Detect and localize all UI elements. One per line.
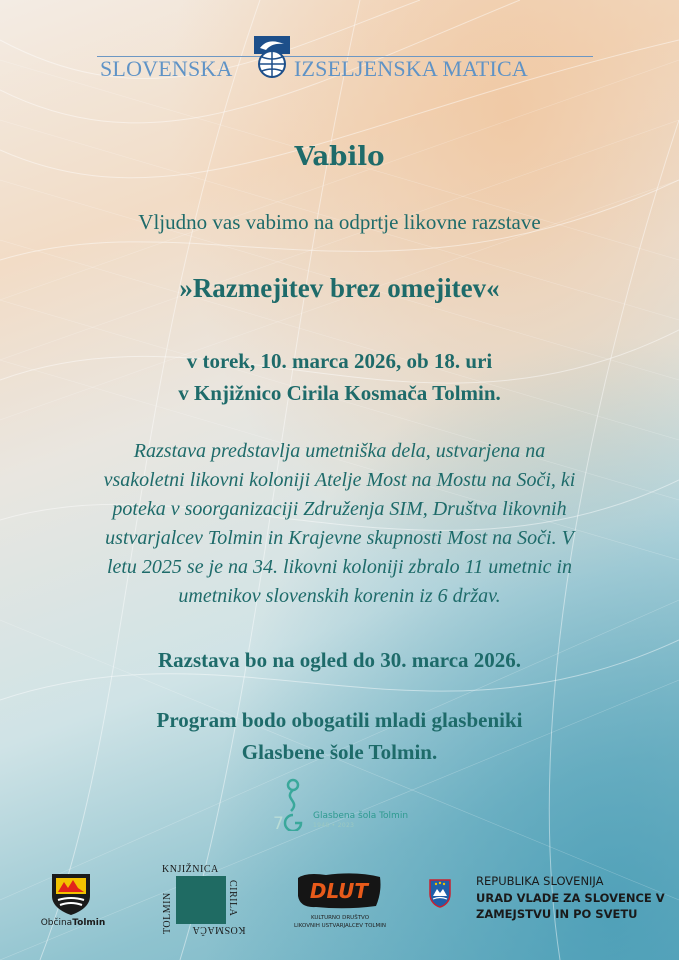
government-office-logo <box>428 874 668 930</box>
municipality-name: Tolmin <box>72 918 106 928</box>
exhibition-until: Razstava bo na ogled do 30. marca 2026. <box>157 648 522 672</box>
government-line-2: URAD VLADE ZA SLOVENCE V <box>476 891 665 905</box>
description-line: umetnikov slovenskih korenin iz 6 držav. <box>178 585 501 607</box>
event-when <box>0 345 679 409</box>
music-school-logo <box>273 777 413 833</box>
exhibition-description <box>60 437 619 611</box>
tolmin-crest-icon <box>48 870 94 916</box>
library-text-left: TOLMIN <box>162 892 173 934</box>
dlut-caption <box>294 914 386 930</box>
dlut-badge-text: DLUT <box>309 879 369 903</box>
event-venue: v Knjižnico Cirila Kosmača Tolmin. <box>178 381 501 405</box>
dlut-caption-line: KULTURNO DRUŠTVO <box>310 915 370 921</box>
program-line: Program bodo obogatili mladi glasbeniki <box>156 708 523 732</box>
municipality-logo <box>40 870 108 932</box>
dlut-logo <box>294 872 386 934</box>
dlut-caption-line: LIKOVNIH USTVARJALCEV TOLMIN <box>294 923 386 929</box>
description-line: letu 2025 se je na 34. likovni koloniji zbralo 11 umetnic in <box>106 556 573 578</box>
description-line: vsakoletni likovni koloniji Atelje Most na Mostu na Soči, ki <box>103 469 576 491</box>
government-line-1: REPUBLIKA SLOVENIJA <box>476 874 604 888</box>
header-org-right: IZSELJENSKA MATICA <box>294 56 528 81</box>
svg-text:7: 7 <box>273 814 284 831</box>
description-line: ustvarjalcev Tolmin in Krajevne skupnosti Most na Soči. V <box>105 527 574 549</box>
library-text-bottom: KOSMAČA <box>192 924 246 935</box>
music-note-75-icon <box>273 777 309 831</box>
swallow-globe-icon <box>250 34 294 80</box>
government-line-3: ZAMEJSTVU IN PO SVETU <box>476 907 638 921</box>
invitation-heading: Vabilo <box>294 142 385 172</box>
library-square <box>176 876 226 924</box>
music-school-name: Glasbena šola Tolmin <box>313 811 409 821</box>
slovenia-coat-of-arms-icon <box>428 878 452 908</box>
invitation-intro: Vljudno vas vabimo na odprtje likovne razstave <box>138 210 541 234</box>
description-line: poteka v soorganizaciji Združenja SIM, Društva likovnih <box>112 498 567 520</box>
org-header <box>97 34 593 82</box>
library-logo <box>158 862 244 936</box>
program-note <box>0 704 679 768</box>
library-text-right: CIRILA <box>227 880 238 917</box>
music-school-years: 1948 • 2023 <box>313 822 355 829</box>
dlut-badge-icon <box>296 872 382 910</box>
header-org-left: SLOVENSKA <box>100 56 233 81</box>
municipality-prefix: Občina <box>40 918 73 928</box>
description-line: Razstava predstavlja umetniška dela, ustvarjena na <box>133 440 546 462</box>
library-text-top: KNJIŽNICA <box>162 864 219 875</box>
event-date: v torek, 10. marca 2026, ob 18. uri <box>186 349 493 373</box>
exhibition-title: »Razmejitev brez omejitev« <box>179 273 500 303</box>
program-line: Glasbene šole Tolmin. <box>241 740 438 764</box>
municipality-label <box>40 918 106 928</box>
